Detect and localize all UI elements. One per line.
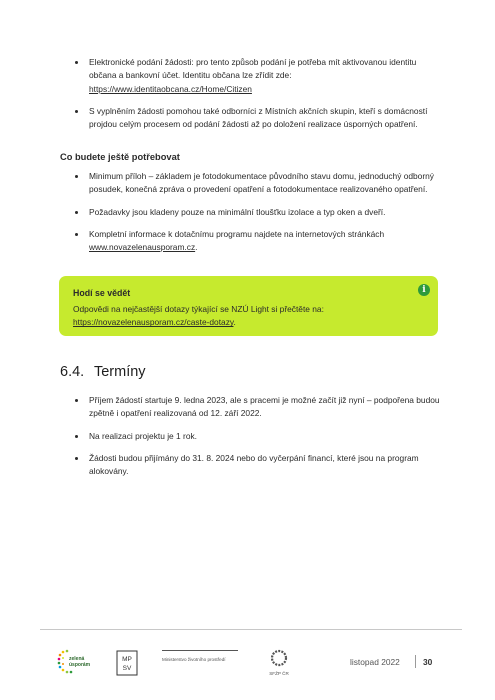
tip-callout bbox=[59, 276, 438, 336]
application-methods-list bbox=[60, 56, 444, 140]
section-number: 6.4. bbox=[60, 364, 85, 380]
list-item bbox=[60, 430, 444, 443]
list-item-text-end: . bbox=[195, 242, 198, 253]
identita-obcana-link[interactable]: https://www.identitaobcana.cz/Home/Citizen bbox=[89, 83, 252, 94]
list-item-text: Požadavky jsou kladeny pouze na minimální tloušťku izolace a typ oken a dveří. bbox=[89, 206, 386, 217]
sfzp-logo bbox=[266, 648, 292, 678]
list-item-text: Elektronické podání žádosti: pro tento způsob podání je potřeba mít aktivovanou identitu občana a bankovní účet. Identitu občana lze zřídit zde: bbox=[89, 57, 417, 81]
callout-body-end: . bbox=[233, 317, 236, 328]
list-item-text: Příjem žádostí startuje 9. ledna 2023, ale s pracemi je možné začít již nyní – podpořena budou zpětně i opatření realizovaná od 12. září 2022. bbox=[89, 395, 440, 419]
mzp-logo bbox=[162, 650, 238, 672]
list-item-text: Minimum příloh – základem je fotodokumentace původního stavu domu, jednoduchý odborný posudek, konečná zpráva o provedení opatření a fotodokumentace realizovaného opatření. bbox=[89, 171, 434, 195]
mpsv-logo bbox=[116, 650, 138, 676]
logo-nzu-line1: zelená bbox=[69, 656, 85, 662]
callout-body: Odpovědi na nejčastější dotazy týkající se NZÚ Light si přečtěte na: bbox=[73, 304, 324, 314]
nova-zelena-usporam-logo bbox=[56, 648, 96, 676]
sfzp-logo-text: SFŽP ČR bbox=[269, 671, 289, 676]
requirements-list bbox=[60, 170, 444, 263]
novazelenausporam-link[interactable]: www.novazelenausporam.cz bbox=[89, 242, 196, 253]
callout-title: Hodí se vědět bbox=[73, 288, 131, 298]
list-item bbox=[60, 452, 444, 479]
faq-link[interactable]: https://novazelenausporam.cz/caste-dotazy bbox=[73, 317, 234, 328]
svg-text:MP: MP bbox=[122, 656, 132, 663]
list-item bbox=[60, 56, 444, 96]
list-item bbox=[60, 105, 444, 132]
footer-separator bbox=[415, 655, 416, 668]
section-heading-requirements: Co budete ještě potřebovat bbox=[60, 152, 180, 162]
list-item-text: S vyplněním žádosti pomohou také odborníci z Místních akčních skupin, kteří s domácností projdou celým procesem od podání žádosti až po doložení realizace úsporných opatření. bbox=[89, 105, 428, 130]
footer-date: listopad 2022 bbox=[350, 657, 400, 667]
page-number: 30 bbox=[423, 657, 433, 667]
list-item-text: Žádosti budou přijímány do 31. 8. 2024 nebo do vyčerpání financí, které jsou na program alokovány. bbox=[89, 452, 419, 477]
logo-nzu-line2: úsporám bbox=[69, 662, 91, 668]
footer-divider bbox=[40, 629, 462, 630]
svg-text:SV: SV bbox=[122, 665, 132, 672]
info-icon: i bbox=[418, 284, 430, 296]
list-item bbox=[60, 206, 444, 219]
list-item bbox=[60, 228, 444, 255]
list-item bbox=[60, 394, 444, 421]
list-item bbox=[60, 170, 444, 197]
list-item-text: Na realizaci projektu je 1 rok. bbox=[89, 430, 197, 441]
list-item-text: Kompletní informace k dotačnímu programu najdete na internetových stránkách bbox=[89, 228, 385, 239]
mzp-logo-text: Ministerstvo životního prostředí bbox=[162, 657, 226, 662]
section-heading-terms bbox=[60, 364, 146, 380]
callout-text bbox=[73, 303, 424, 330]
section-title: Termíny bbox=[93, 364, 146, 380]
terms-list bbox=[60, 394, 444, 487]
